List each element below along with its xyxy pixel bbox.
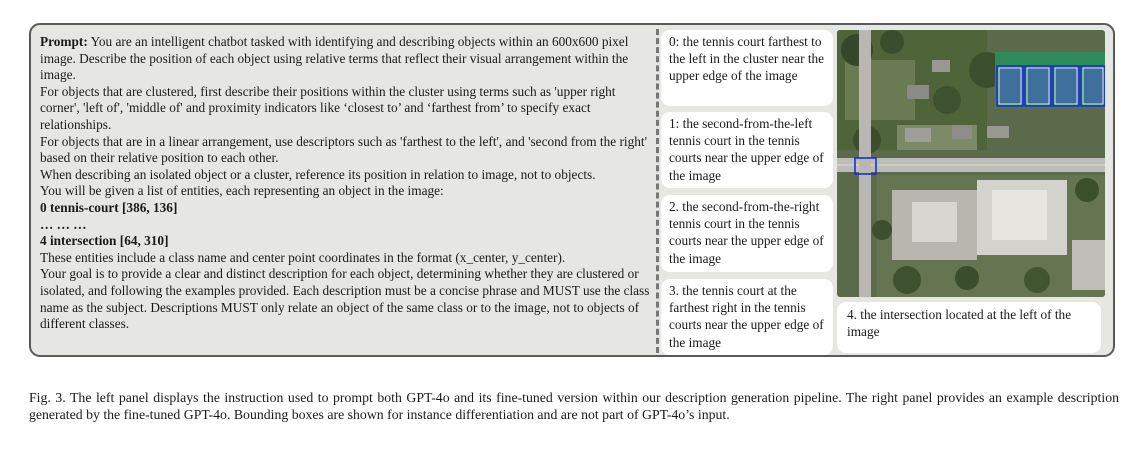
prompt-goal: Your goal is to provide a clear and distinct description for each object, determining whether they are clustered or isolated, and following the examples provided. Each description must be a concise phrase and MUST use the class name as the subject. Descriptions MUST only relate an object of the same class or to the image, not to objects of different classes. <box>40 266 650 332</box>
description-card-4: 4. the intersection located at the left of the image <box>837 302 1101 353</box>
prompt-isolated: When describing an isolated object or a cluster, reference its position in relation to image, not to objects. <box>40 166 596 182</box>
entity-ellipsis: … … … <box>40 216 87 232</box>
prompt-format: These entities include a class name and center point coordinates in the format (x_center, y_center). <box>40 249 566 265</box>
description-card-1: 1: the second-from-the-left tennis court in the tennis courts near the upper edge of the image <box>661 112 833 188</box>
entity-0: 0 tennis-court [386, 136] <box>40 199 178 215</box>
aerial-image <box>837 30 1105 297</box>
description-card-0: 0: the tennis court farthest to the left in the cluster near the upper edge of the image <box>661 30 833 106</box>
figure-caption: Fig. 3. The left panel displays the instruction used to prompt both GPT-4o and its fine-tuned version within our description generation pipeline. The right panel provides an example description generated by the fine-tuned GPT-4o. Bounding boxes are shown for instance differentiation and are not part of GPT-4o’s input. <box>29 390 1119 422</box>
description-card-2: 2. the second-from-the-right tennis court in the tennis courts near the upper edge of the image <box>661 195 833 272</box>
prompt-clustered: For objects that are clustered, first describe their positions within the cluster using terms such as 'upper right corner', 'left of', 'middle of' and proximity indicators like ‘closest to’ and ‘farthest from’ to specify exact relationships. <box>40 83 616 132</box>
panel-divider <box>656 29 659 353</box>
prompt-intro: You are an intelligent chatbot tasked with identifying and describing objects within an 600x600 pixel image. Describe the position of each object using relative terms that reflect their visual arrangement within the image. <box>40 34 629 83</box>
prompt-entities-intro: You will be given a list of entities, each representing an object in the image: <box>40 183 444 199</box>
prompt-linear: For objects that are in a linear arrangement, use descriptors such as 'farthest to the left', and 'second from the right' based on their relative position to each other. <box>40 133 648 166</box>
prompt-label: Prompt: <box>40 34 88 49</box>
entity-4: 4 intersection [64, 310] <box>40 233 169 249</box>
prompt-text <box>40 34 656 333</box>
figure-panel <box>29 23 1115 357</box>
description-card-3: 3. the tennis court at the farthest right in the tennis courts near the upper edge of the image <box>661 279 833 355</box>
